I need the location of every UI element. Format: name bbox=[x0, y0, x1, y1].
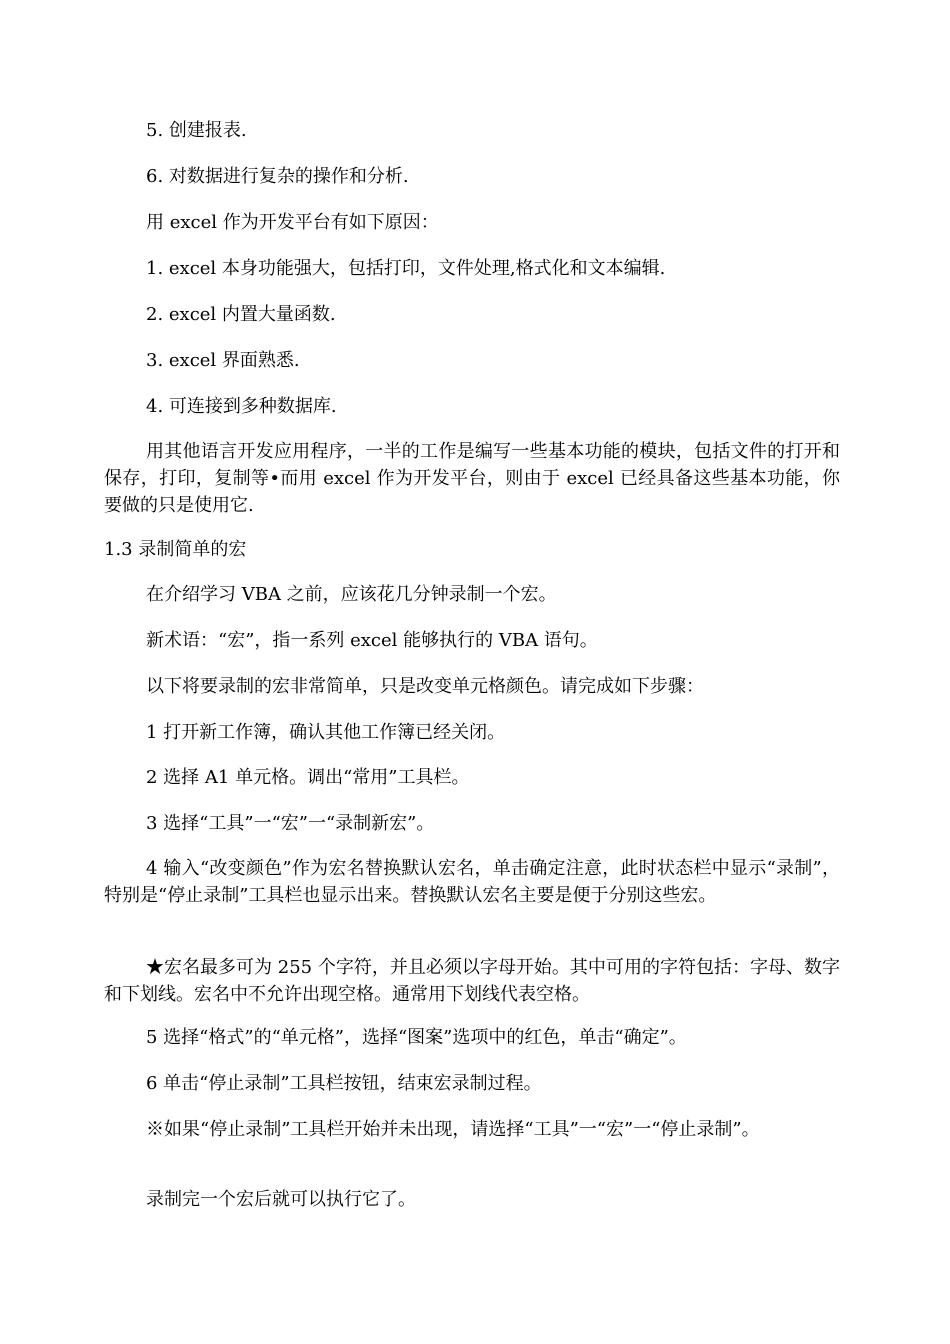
reason-item-1: 1. excel 本身功能强大，包括打印，文件处理,格式化和文本编辑. bbox=[146, 258, 666, 279]
step-5: 5 选择“格式”的“单元格”，选择“图案”选项中的红色，单击“确定”。 bbox=[146, 1027, 687, 1048]
step-6: 6 单击“停止录制”工具栏按钮，结束宏录制过程。 bbox=[146, 1073, 542, 1094]
reason-item-3: 3. excel 界面熟悉. bbox=[146, 350, 300, 371]
step-2: 2 选择 A1 单元格。调出“常用”工具栏。 bbox=[146, 767, 470, 788]
term-definition: 新术语：“宏”，指一系列 excel 能够执行的 VBA 语句。 bbox=[146, 630, 598, 651]
reason-item-2: 2. excel 内置大量函数. bbox=[146, 304, 336, 325]
section-heading: 1.3 录制简单的宏 bbox=[104, 539, 247, 560]
step-4: 4 输入“改变颜色”作为宏名替换默认宏名，单击确定注意，此时状态栏中显示“录制”，特别是“停止录制”工具栏也显示出来。替换默认宏名主要是便于分别这些宏。 bbox=[104, 858, 840, 906]
closing-paragraph: 录制完一个宏后就可以执行它了。 bbox=[146, 1189, 416, 1210]
step-3: 3 选择“工具”一“宏”一“录制新宏”。 bbox=[146, 813, 435, 834]
step-1: 1 打开新工作簿，确认其他工作簿已经关闭。 bbox=[146, 722, 506, 743]
macro-name-note: ★宏名最多可为 255 个字符，并且必须以字母开始。其中可用的字符包括：字母、数字和下划线。宏名中不允许出现空格。通常用下划线代表空格。 bbox=[104, 957, 840, 1005]
reason-item-4: 4. 可连接到多种数据库. bbox=[146, 396, 337, 417]
development-paragraph: 用其他语言开发应用程序，一半的工作是编写一些基本功能的模块，包括文件的打开和保存，打印，复制等•而用 excel 作为开发平台，则由于 excel 已经具备这些基本功能，你要做的只是使用它. bbox=[104, 441, 840, 516]
list-item-data-analysis: 6. 对数据进行复杂的操作和分析. bbox=[146, 166, 409, 187]
list-item-create-report: 5. 创建报表. bbox=[146, 120, 247, 141]
stop-recording-note: ※如果“停止录制”工具栏开始并未出现，请选择“工具”一“宏”一“停止录制”。 bbox=[146, 1119, 760, 1140]
intro-paragraph: 在介绍学习 VBA 之前，应该花几分钟录制一个宏。 bbox=[146, 584, 557, 605]
steps-intro: 以下将要录制的宏非常简单，只是改变单元格颜色。请完成如下步骤： bbox=[146, 676, 704, 697]
excel-reasons-intro: 用 excel 作为开发平台有如下原因： bbox=[146, 212, 439, 233]
